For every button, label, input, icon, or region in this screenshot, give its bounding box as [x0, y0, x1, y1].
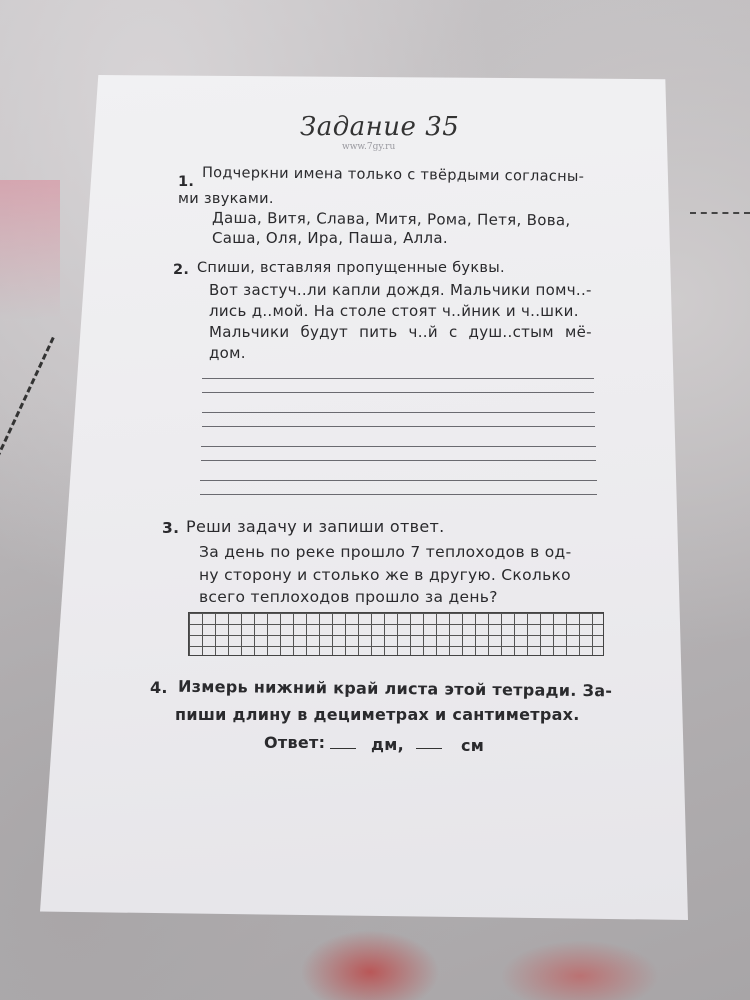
task2-line1: Вот застуч..ли капли дождя. Мальчики помч..- [209, 281, 592, 299]
task1-text-line2: ми звуками. [178, 191, 274, 207]
answer-cm-blank [416, 748, 442, 749]
unit-dm: дм, [371, 735, 404, 754]
task2-number: 2. [173, 262, 190, 278]
task4-line2: пиши длину в дециметрах и сантиметрах. [175, 705, 580, 724]
watermark: www.7gy.ru [342, 142, 396, 152]
task3-line1: За день по реке прошло 7 теплоходов в од- [199, 543, 572, 561]
writing-line [201, 460, 596, 461]
page-title: Задание 35 [300, 112, 460, 142]
task1-number: 1. [178, 174, 195, 190]
writing-line [202, 426, 595, 427]
writing-line [202, 392, 594, 393]
task2-line2: лись д..мой. На столе стоят ч..йник и ч..шки. [209, 302, 579, 320]
task1-text-line1: Подчеркни имена только с твёрдыми согласны- [201, 164, 585, 186]
writing-line [201, 446, 596, 447]
task4-line1: Измерь нижний край листа этой тетради. За- [177, 676, 613, 701]
task3-line3: всего теплоходов прошло за день? [199, 588, 498, 606]
task3-number: 3. [162, 519, 180, 537]
writing-line [202, 412, 595, 413]
answer-dm-blank [330, 748, 356, 749]
task2-line4: дом. [209, 344, 246, 362]
task1-names-line1: Даша, Витя, Слава, Митя, Рома, Петя, Вова, [211, 208, 571, 230]
unit-cm: см [461, 736, 485, 755]
task3-line2: ну сторону и столько же в другую. Сколько [199, 566, 571, 584]
task3-instruction: Реши задачу и запиши ответ. [186, 517, 445, 536]
answer-grid [188, 612, 604, 656]
writing-line [202, 378, 594, 379]
task2-instruction: Спиши, вставляя пропущенные буквы. [197, 260, 505, 276]
writing-line [200, 494, 597, 495]
task4-number: 4. [150, 678, 168, 697]
writing-line [200, 480, 597, 481]
answer-label: Ответ: [264, 733, 326, 752]
task1-names-line2: Саша, Оля, Ира, Паша, Алла. [212, 229, 448, 247]
task2-line3: Мальчики будут пить ч..й с душ..стым мё- [209, 323, 592, 341]
